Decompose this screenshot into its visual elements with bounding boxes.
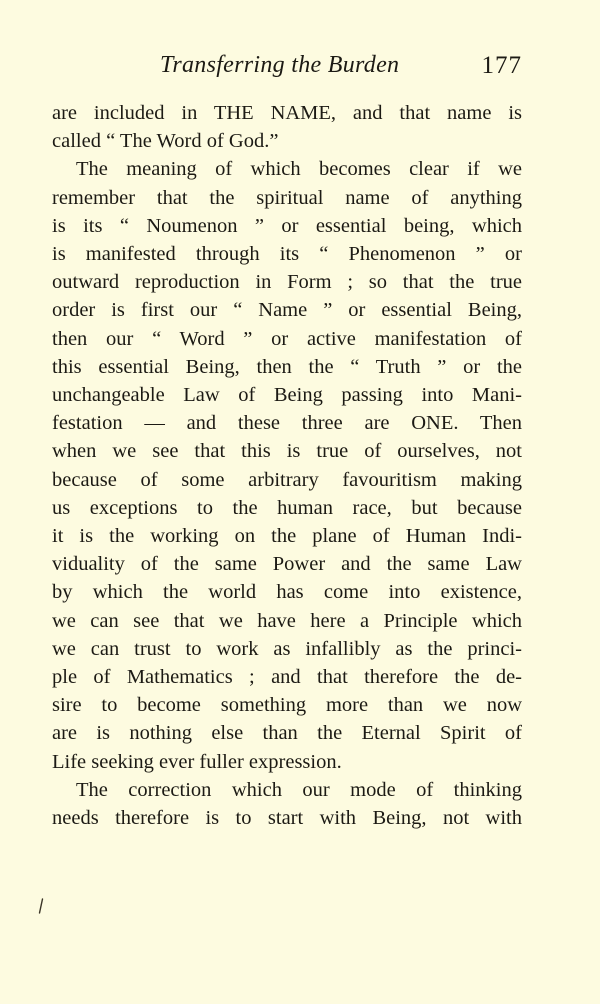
text-line: The correction which our mode of thinking bbox=[76, 778, 522, 801]
text-line: unchangeable Law of Being passing into Mani- bbox=[52, 384, 522, 407]
body-text bbox=[52, 99, 522, 832]
running-title: Transferring the Burden bbox=[160, 52, 400, 78]
ink-mark bbox=[38, 898, 44, 914]
text-line: it is the working on the plane of Human Indi- bbox=[52, 525, 522, 548]
text-line: The meaning of which becomes clear if we bbox=[76, 158, 522, 181]
text-line: viduality of the same Power and the same Law bbox=[52, 553, 522, 576]
text-line: we can trust to work as infallibly as the princi- bbox=[52, 637, 522, 660]
page-header bbox=[52, 50, 522, 82]
text-line: Life seeking ever fuller expression. bbox=[52, 750, 342, 773]
text-line: ple of Mathematics ; and that therefore the de- bbox=[52, 666, 522, 689]
text-line: needs therefore is to start with Being, not with bbox=[52, 807, 522, 830]
text-line: then our “ Word ” or active manifestation of bbox=[52, 327, 522, 350]
text-line: because of some arbitrary favouritism making bbox=[52, 468, 522, 491]
text-line: is manifested through its “ Phenomenon ” or bbox=[52, 243, 522, 266]
text-line: is its “ Noumenon ” or essential being, which bbox=[52, 214, 522, 237]
text-line: are included in THE NAME, and that name is bbox=[52, 102, 522, 124]
text-line: we can see that we have here a Principle which bbox=[52, 609, 522, 632]
text-line: this essential Being, then the “ Truth ” or the bbox=[52, 355, 522, 378]
text-line: are is nothing else than the Eternal Spirit of bbox=[52, 722, 522, 745]
text-line: festation — and these three are ONE. Then bbox=[52, 412, 522, 435]
page-number: 177 bbox=[481, 52, 522, 79]
text-line: order is first our “ Name ” or essential Being, bbox=[52, 299, 522, 322]
text-line: us exceptions to the human race, but because bbox=[52, 496, 522, 519]
text-line: remember that the spiritual name of anything bbox=[52, 186, 522, 209]
text-line: by which the world has come into existence, bbox=[52, 581, 522, 604]
text-line: outward reproduction in Form ; so that the true bbox=[52, 271, 522, 294]
text-line: called “ The Word of God.” bbox=[52, 130, 279, 153]
text-line: when we see that this is true of ourselves, not bbox=[52, 440, 522, 463]
text-line: sire to become something more than we now bbox=[52, 694, 522, 717]
